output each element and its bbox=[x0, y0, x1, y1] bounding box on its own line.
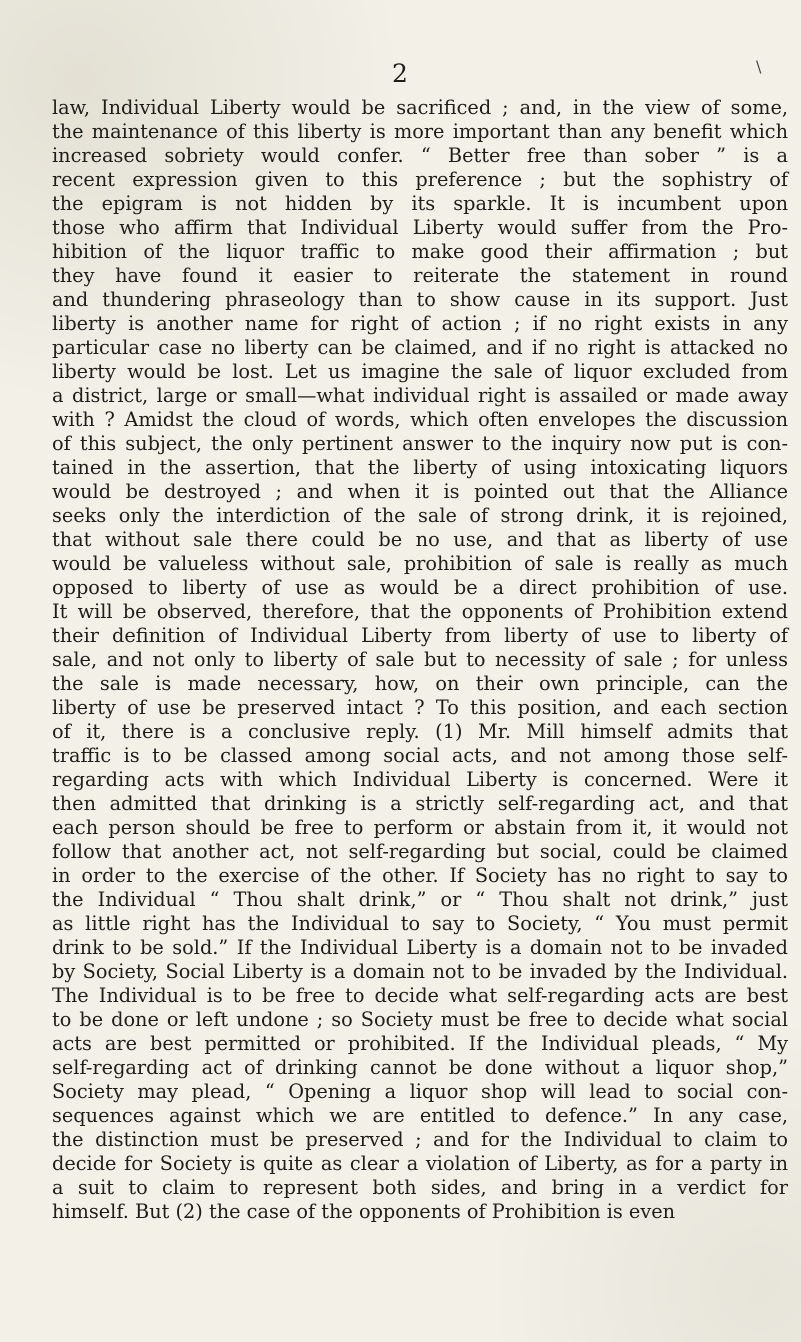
text-line: tained in the assertion, that the liberty of using intoxicating liquors bbox=[52, 456, 788, 479]
text-line: sequences against which we are entitled to defence.” In any case, bbox=[52, 1104, 788, 1127]
text-line: himself. But (2) the case of the opponents of Prohibition is even bbox=[52, 1200, 676, 1223]
text-line: opposed to liberty of use as would be a direct prohibition of use. bbox=[52, 576, 788, 599]
text-line: hibition of the liquor traffic to make good their affirmation ; but bbox=[52, 240, 788, 263]
text-line: the maintenance of this liberty is more important than any benefit which bbox=[52, 120, 788, 143]
text-line: a suit to claim to represent both sides, and bring in a verdict for bbox=[52, 1176, 788, 1199]
text-line: to be done or left undone ; so Society must be free to decide what social bbox=[52, 1008, 788, 1031]
text-line: in order to the exercise of the other. If Society has no right to say to bbox=[52, 864, 788, 887]
text-line: the Individual “ Thou shalt drink,” or “ Thou shalt not drink,” just bbox=[52, 888, 788, 911]
text-line: the distinction must be preserved ; and for the Individual to claim to bbox=[52, 1128, 788, 1151]
text-line: sale, and not only to liberty of sale but to necessity of sale ; for unless bbox=[52, 648, 788, 671]
text-line: by Society, Social Liberty is a domain not to be invaded by the Individual. bbox=[52, 960, 788, 983]
text-line: their definition of Individual Liberty from liberty of use to liberty of bbox=[52, 624, 788, 647]
text-line: decide for Society is quite as clear a violation of Liberty, as for a party in bbox=[52, 1152, 788, 1175]
text-line: law, Individual Liberty would be sacrificed ; and, in the view of some, bbox=[52, 96, 788, 119]
text-line: traffic is to be classed among social acts, and not among those self- bbox=[52, 744, 788, 767]
text-line: would be destroyed ; and when it is pointed out that the Alliance bbox=[52, 480, 788, 503]
text-line: and thundering phraseology than to show cause in its support. Just bbox=[52, 288, 788, 311]
text-line: the sale is made necessary, how, on their own principle, can the bbox=[52, 672, 788, 695]
text-line: the epigram is not hidden by its sparkle. It is incumbent upon bbox=[52, 192, 788, 215]
text-line: a district, large or small—what individual right is assailed or made away bbox=[52, 384, 788, 407]
page-number: 2 bbox=[392, 59, 408, 88]
text-line: with ? Amidst the cloud of words, which often envelopes the discussion bbox=[52, 408, 788, 431]
text-line: The Individual is to be free to decide what self-regarding acts are best bbox=[52, 984, 788, 1007]
text-line: of this subject, the only pertinent answer to the inquiry now put is con- bbox=[52, 432, 788, 455]
text-line: liberty would be lost. Let us imagine the sale of liquor excluded from bbox=[52, 360, 788, 383]
text-line: each person should be free to perform or abstain from it, it would not bbox=[52, 816, 788, 839]
text-line: those who affirm that Individual Liberty would suffer from the Pro- bbox=[52, 216, 788, 239]
text-line: liberty of use be preserved intact ? To this position, and each section bbox=[52, 696, 788, 719]
text-line: Society may plead, “ Opening a liquor shop will lead to social con- bbox=[52, 1080, 788, 1103]
text-line: liberty is another name for right of action ; if no right exists in any bbox=[52, 312, 788, 335]
text-line: they have found it easier to reiterate the statement in round bbox=[52, 264, 788, 287]
text-line: self-regarding act of drinking cannot be done without a liquor shop,” bbox=[52, 1056, 788, 1079]
text-line: acts are best permitted or prohibited. If the Individual pleads, “ My bbox=[52, 1032, 788, 1055]
text-line: would be valueless without sale, prohibition of sale is really as much bbox=[52, 552, 788, 575]
text-line: increased sobriety would confer. “ Better free than sober ” is a bbox=[52, 144, 788, 167]
text-line: particular case no liberty can be claimed, and if no right is attacked no bbox=[52, 336, 788, 359]
text-line: as little right has the Individual to say to Society, “ You must permit bbox=[52, 912, 788, 935]
text-line: regarding acts with which Individual Liberty is concerned. Were it bbox=[52, 768, 788, 791]
text-line: that without sale there could be no use, and that as liberty of use bbox=[52, 528, 788, 551]
text-line: then admitted that drinking is a strictly self-regarding act, and that bbox=[52, 792, 788, 815]
text-line: drink to be sold.” If the Individual Liberty is a domain not to be invaded bbox=[52, 936, 788, 959]
text-line: of it, there is a conclusive reply. (1) Mr. Mill himself admits that bbox=[52, 720, 788, 743]
stray-mark: \ bbox=[756, 57, 762, 76]
text-line: recent expression given to this preference ; but the sophistry of bbox=[52, 168, 788, 191]
text-line: follow that another act, not self-regarding but social, could be claimed bbox=[52, 840, 788, 863]
body-text bbox=[52, 96, 788, 1224]
text-line: seeks only the interdiction of the sale of strong drink, it is rejoined, bbox=[52, 504, 788, 527]
text-line: It will be observed, therefore, that the opponents of Prohibition extend bbox=[52, 600, 788, 623]
